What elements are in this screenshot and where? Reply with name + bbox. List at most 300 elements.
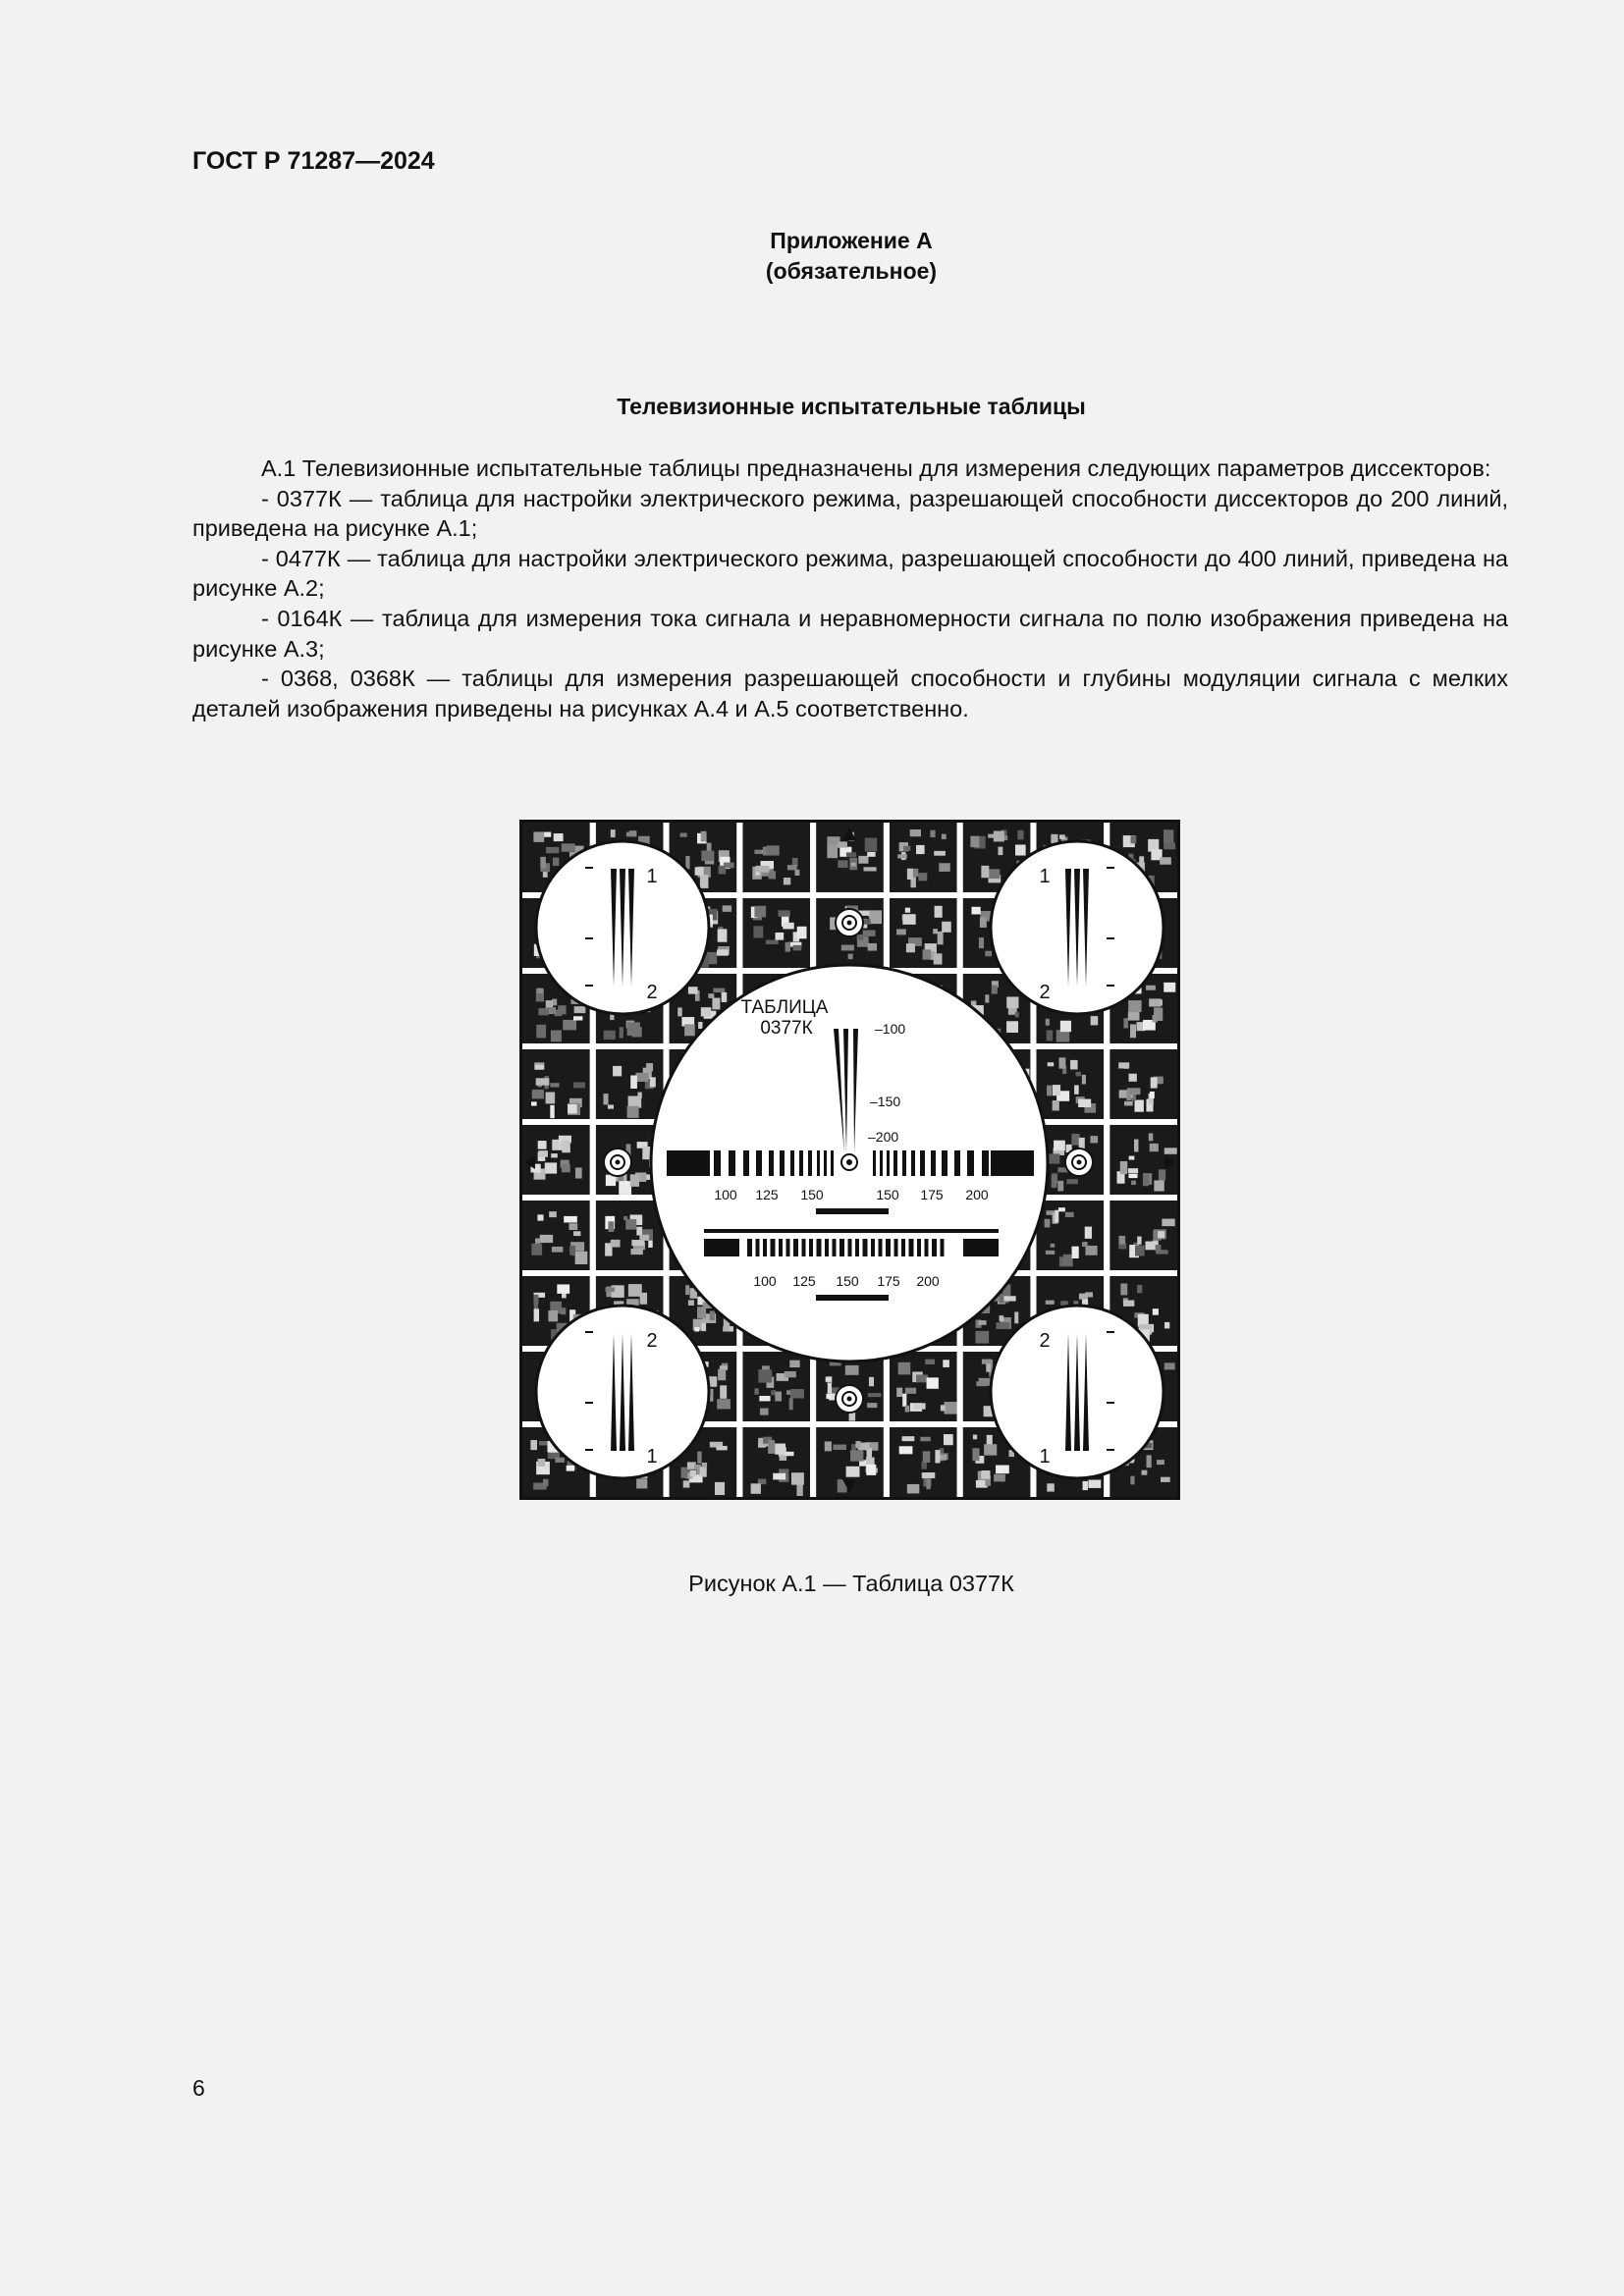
texture-speck <box>1123 1301 1134 1307</box>
texture-speck <box>688 1300 694 1306</box>
texture-speck <box>562 843 575 851</box>
texture-speck <box>1055 1210 1058 1223</box>
texture-speck <box>793 945 802 951</box>
texture-speck <box>833 1445 846 1450</box>
texture-speck <box>543 1479 548 1486</box>
texture-speck <box>1120 1161 1127 1174</box>
texture-speck <box>1135 1246 1145 1256</box>
texture-speck <box>712 998 720 1010</box>
texture-speck <box>695 867 704 875</box>
texture-speck <box>1057 1181 1063 1192</box>
texture-speck <box>1124 1101 1133 1106</box>
texture-speck <box>1014 1311 1018 1323</box>
texture-speck <box>848 954 853 960</box>
upper-reference-bar <box>816 1208 889 1214</box>
texture-speck <box>1006 996 1018 1008</box>
reference-line <box>704 1229 999 1233</box>
grid-tile <box>742 823 810 892</box>
texture-speck <box>938 932 944 944</box>
texture-speck <box>1164 983 1175 992</box>
texture-speck <box>562 1164 570 1173</box>
texture-speck <box>789 1361 799 1367</box>
resolution-line <box>839 1239 844 1256</box>
texture-speck <box>869 1377 874 1386</box>
paragraph: А.1 Телевизионные испытательные таблицы предназначены для измерения следующих параметров диссекторов: <box>261 455 1491 481</box>
texture-speck <box>625 1219 636 1230</box>
texture-speck <box>715 1482 725 1495</box>
texture-speck <box>905 1406 910 1413</box>
corner-label-bottom: 2 <box>646 982 658 1003</box>
texture-speck <box>683 1480 690 1487</box>
texture-speck <box>646 1174 651 1180</box>
texture-speck <box>773 1473 785 1480</box>
resolution-line <box>786 1239 790 1256</box>
texture-speck <box>551 1153 558 1157</box>
texture-speck <box>775 1444 785 1455</box>
texture-speck <box>718 929 728 941</box>
texture-speck <box>898 1362 911 1375</box>
texture-speck <box>701 850 714 861</box>
texture-speck <box>994 1474 1005 1482</box>
texture-speck <box>979 937 984 948</box>
corner-tick <box>585 1331 593 1333</box>
texture-speck <box>561 1308 567 1314</box>
texture-speck <box>702 1463 707 1468</box>
corner-label-top: 2 <box>1039 1330 1051 1352</box>
texture-speck <box>1015 1012 1019 1017</box>
texture-speck <box>569 1246 575 1255</box>
texture-speck <box>796 1484 802 1496</box>
grid-tile <box>596 1201 664 1270</box>
texture-speck <box>992 986 998 994</box>
texture-speck <box>1129 1074 1137 1082</box>
resolution-line <box>848 1239 852 1256</box>
center-target-dot <box>846 1159 852 1165</box>
resolution-line <box>808 1150 812 1176</box>
texture-speck <box>1059 1057 1066 1068</box>
corner-label-bottom: 1 <box>646 1446 658 1468</box>
texture-speck <box>701 1007 712 1016</box>
texture-speck <box>1045 1219 1051 1228</box>
texture-speck <box>604 1031 616 1040</box>
resolution-line <box>967 1150 974 1176</box>
texture-speck <box>538 1008 548 1015</box>
texture-speck <box>694 1327 699 1331</box>
texture-speck <box>913 1403 925 1409</box>
texture-speck <box>630 1174 639 1187</box>
solid-bar <box>667 1150 710 1176</box>
texture-speck <box>973 1435 977 1440</box>
texture-speck <box>976 1381 986 1386</box>
texture-speck <box>826 1394 831 1399</box>
texture-speck <box>567 1466 574 1471</box>
texture-speck <box>1085 1227 1092 1239</box>
texture-speck <box>1052 1175 1057 1188</box>
texture-speck <box>626 832 635 837</box>
texture-speck <box>857 934 864 940</box>
texture-speck <box>930 830 935 837</box>
texture-speck <box>568 1104 577 1113</box>
test-chart-image <box>519 820 1180 1500</box>
corner-tick <box>1107 985 1114 987</box>
texture-speck <box>785 1371 796 1377</box>
texture-speck <box>1150 1144 1159 1151</box>
texture-speck <box>988 834 994 838</box>
texture-speck <box>1017 830 1023 840</box>
texture-speck <box>1130 1476 1134 1485</box>
wedge-mark-100: –100 <box>875 1021 906 1037</box>
texture-speck <box>1137 1237 1141 1245</box>
texture-speck <box>1082 1242 1088 1247</box>
corner-tick <box>585 985 593 987</box>
texture-speck <box>996 1466 1009 1474</box>
texture-speck <box>841 944 854 950</box>
lower-scale-label: 150 <box>836 1273 859 1289</box>
texture-speck <box>554 833 564 841</box>
texture-speck <box>573 1082 585 1088</box>
texture-speck <box>611 1240 621 1248</box>
texture-speck <box>863 931 876 936</box>
texture-speck <box>838 860 847 868</box>
texture-speck <box>787 865 797 870</box>
texture-speck <box>1127 1088 1141 1095</box>
texture-speck <box>605 1287 615 1292</box>
texture-speck <box>1123 1018 1128 1028</box>
texture-speck <box>1120 1284 1127 1296</box>
resolution-line <box>902 1150 906 1176</box>
corner-tick <box>585 937 593 939</box>
texture-speck <box>838 841 847 847</box>
texture-speck <box>775 1392 782 1402</box>
lower-scale-label: 175 <box>877 1273 900 1289</box>
texture-speck <box>907 869 913 880</box>
texture-speck <box>546 847 559 853</box>
texture-speck <box>918 873 927 881</box>
lower-scale-label: 125 <box>792 1273 816 1289</box>
resolution-line <box>871 1239 875 1256</box>
texture-speck <box>1047 1086 1052 1096</box>
texture-speck <box>716 1446 727 1450</box>
solid-bar <box>963 1239 999 1256</box>
document-code: ГОСТ Р 71287—2024 <box>192 147 435 175</box>
texture-speck <box>540 1235 553 1243</box>
texture-speck <box>1131 835 1137 843</box>
texture-speck <box>754 1388 758 1394</box>
texture-speck <box>685 1285 689 1295</box>
resolution-line <box>779 1239 783 1256</box>
texture-speck <box>920 1437 930 1442</box>
section-title: Телевизионные испытательные таблицы <box>617 394 1086 419</box>
texture-speck <box>552 1247 563 1253</box>
texture-speck <box>934 851 946 856</box>
texture-speck <box>611 829 616 837</box>
texture-speck <box>978 1320 986 1325</box>
texture-speck <box>942 834 947 839</box>
texture-speck <box>681 1468 688 1478</box>
resolution-line <box>925 1239 929 1256</box>
texture-speck <box>684 1024 695 1036</box>
texture-speck <box>713 988 725 992</box>
texture-speck <box>646 1063 653 1071</box>
texture-speck <box>557 1284 569 1293</box>
resolution-line <box>954 1150 960 1176</box>
texture-speck <box>789 1398 793 1410</box>
texture-speck <box>1054 1141 1065 1150</box>
texture-speck <box>945 1402 957 1415</box>
texture-speck <box>1003 1296 1015 1301</box>
texture-speck <box>531 1101 537 1105</box>
texture-speck <box>1118 1062 1129 1068</box>
texture-speck <box>1058 1207 1065 1211</box>
texture-speck <box>1128 1000 1141 1012</box>
texture-speck <box>697 1307 706 1318</box>
texture-speck <box>532 1090 544 1099</box>
resolution-line <box>825 1239 829 1256</box>
texture-speck <box>1153 1308 1159 1315</box>
texture-speck <box>608 1221 614 1232</box>
texture-speck <box>627 1022 640 1036</box>
texture-speck <box>970 836 979 848</box>
texture-speck <box>846 1467 860 1477</box>
texture-speck <box>906 943 915 952</box>
texture-speck <box>1160 857 1171 865</box>
texture-speck <box>1091 1016 1099 1025</box>
texture-speck <box>1134 1100 1143 1112</box>
texture-speck <box>868 1393 882 1397</box>
texture-speck <box>753 926 763 937</box>
texture-speck <box>1053 1100 1059 1110</box>
texture-speck <box>784 878 790 884</box>
corner-label-top: 1 <box>646 866 658 887</box>
texture-speck <box>863 867 876 871</box>
texture-speck <box>688 987 698 993</box>
texture-speck <box>575 1252 588 1264</box>
resolution-line <box>894 1239 898 1256</box>
texture-speck <box>980 918 987 928</box>
texture-speck <box>845 1365 859 1375</box>
resolution-line <box>909 1239 914 1256</box>
texture-speck <box>1156 1245 1162 1252</box>
texture-speck <box>533 831 544 841</box>
texture-speck <box>771 1390 776 1395</box>
texture-speck <box>700 1467 707 1477</box>
texture-speck <box>558 1005 566 1014</box>
corner-tick <box>1107 937 1114 939</box>
texture-speck <box>759 1396 770 1401</box>
resolution-line <box>942 1150 947 1176</box>
texture-speck <box>530 1440 537 1450</box>
texture-speck <box>1053 1085 1060 1095</box>
texture-speck <box>563 1020 576 1030</box>
texture-speck <box>972 907 981 915</box>
texture-speck <box>1139 856 1144 867</box>
texture-speck <box>790 1389 804 1398</box>
texture-speck <box>985 951 992 957</box>
texture-speck <box>620 1027 623 1038</box>
texture-speck <box>1065 1212 1074 1217</box>
resolution-line <box>873 1150 876 1176</box>
corner-tick <box>1107 1449 1114 1451</box>
resolution-line <box>747 1239 752 1256</box>
texture-speck <box>926 1479 930 1489</box>
texture-speck <box>785 1452 794 1456</box>
upper-scale-label: 100 <box>714 1187 737 1202</box>
wedge-mark-150: –150 <box>870 1094 901 1109</box>
texture-speck <box>994 830 1004 841</box>
texture-speck <box>537 988 543 993</box>
texture-speck <box>1158 1231 1164 1238</box>
chart-title-line1: ТАБЛИЦА <box>740 997 829 1018</box>
resolution-line <box>880 1150 883 1176</box>
texture-speck <box>902 1394 906 1407</box>
texture-speck <box>1072 1247 1079 1258</box>
texture-speck <box>549 1211 557 1217</box>
texture-speck <box>534 1308 539 1321</box>
corner-tick <box>585 867 593 869</box>
resolution-line <box>743 1150 749 1176</box>
texture-speck <box>754 906 766 918</box>
texture-speck <box>650 1077 656 1087</box>
texture-speck <box>779 910 790 916</box>
texture-speck <box>555 1458 565 1463</box>
texture-speck <box>573 1016 582 1020</box>
texture-speck <box>922 1472 936 1478</box>
texture-speck <box>630 1249 642 1255</box>
page-number: 6 <box>192 2075 205 2101</box>
texture-speck <box>1085 1246 1097 1255</box>
upper-scale-label: 125 <box>755 1187 779 1202</box>
texture-speck <box>1047 1483 1055 1491</box>
texture-speck <box>998 847 1002 855</box>
texture-speck <box>1046 1301 1055 1305</box>
texture-speck <box>865 838 877 852</box>
texture-speck <box>754 850 762 854</box>
texture-speck <box>897 854 906 858</box>
texture-speck <box>899 1446 913 1454</box>
texture-speck <box>550 1105 554 1118</box>
texture-speck <box>1066 1179 1078 1184</box>
texture-speck <box>760 1409 769 1415</box>
upper-scale-label: 150 <box>876 1187 899 1202</box>
texture-speck <box>562 1141 570 1152</box>
texture-speck <box>1118 1236 1125 1245</box>
texture-speck <box>1164 829 1173 843</box>
texture-speck <box>981 866 989 878</box>
texture-speck <box>628 1096 642 1108</box>
texture-speck <box>1164 1148 1177 1153</box>
resolution-line <box>831 1150 834 1176</box>
texture-speck <box>925 1360 935 1364</box>
texture-speck <box>1015 844 1026 855</box>
texture-speck <box>942 922 951 933</box>
texture-speck <box>603 1094 608 1104</box>
test-chart-figure <box>519 820 1180 1500</box>
texture-speck <box>1049 1153 1059 1163</box>
lower-reference-bar <box>816 1295 889 1301</box>
texture-speck <box>636 1227 642 1236</box>
upper-scale-label: 150 <box>800 1187 824 1202</box>
texture-speck <box>1088 1480 1101 1488</box>
texture-speck <box>631 1240 644 1246</box>
texture-speck <box>640 1293 648 1305</box>
texture-speck <box>896 929 906 934</box>
resolution-line <box>887 1150 890 1176</box>
resolution-line <box>714 1150 721 1176</box>
texture-speck <box>986 1363 991 1371</box>
grid-tile <box>742 1352 810 1421</box>
resolution-line <box>855 1239 859 1256</box>
texture-speck <box>910 829 921 836</box>
texture-speck <box>697 1452 701 1464</box>
texture-speck <box>916 845 925 854</box>
texture-speck <box>538 1141 547 1149</box>
resolution-line <box>802 1239 806 1256</box>
list-item: - 0377К — таблица для настройки электрического режима, разрешающей способности диссекторов до 200 линий, приведена на рисунке А.1; <box>192 485 1508 542</box>
texture-speck <box>635 1073 648 1082</box>
texture-speck <box>1006 1021 1018 1033</box>
texture-speck <box>531 1244 542 1255</box>
texture-speck <box>718 1369 726 1380</box>
texture-speck <box>846 852 856 857</box>
texture-speck <box>1079 1294 1088 1300</box>
texture-speck <box>1157 1460 1164 1465</box>
corner-tick <box>1107 1402 1114 1404</box>
texture-speck <box>935 1450 940 1463</box>
texture-speck <box>1134 1140 1138 1152</box>
texture-speck <box>934 953 943 964</box>
texture-speck <box>1070 1060 1078 1070</box>
texture-speck <box>776 933 785 940</box>
texture-speck <box>1164 1322 1169 1328</box>
texture-speck <box>535 1065 544 1070</box>
edge-target-dot <box>1077 1160 1082 1165</box>
texture-speck <box>791 1472 804 1484</box>
texture-speck <box>976 1331 990 1344</box>
corner-tick <box>1107 867 1114 869</box>
resolution-line <box>982 1150 989 1176</box>
solid-bar <box>991 1150 1034 1176</box>
texture-speck <box>540 857 546 869</box>
texture-speck <box>1071 1134 1079 1146</box>
texture-speck <box>1128 1012 1140 1021</box>
texture-speck <box>767 845 780 855</box>
texture-speck <box>984 1444 997 1455</box>
texture-speck <box>564 1216 577 1223</box>
texture-speck <box>797 927 807 938</box>
resolution-line <box>863 1239 868 1256</box>
list-item: - 0477К — таблица для настройки электрического режима, разрешающей способности до 400 линий, приведена на рисунке А.2; <box>192 545 1508 602</box>
texture-speck <box>700 875 709 888</box>
texture-speck <box>935 906 943 918</box>
texture-speck <box>573 1231 580 1236</box>
texture-speck <box>985 994 989 1002</box>
corner-label-top: 2 <box>646 1330 658 1352</box>
resolution-line <box>920 1150 925 1176</box>
edge-target-dot <box>616 1160 621 1165</box>
resolution-line <box>809 1239 813 1256</box>
texture-speck <box>1159 1169 1165 1180</box>
solid-bar <box>704 1239 739 1256</box>
texture-speck <box>851 863 856 867</box>
texture-speck <box>902 1436 915 1441</box>
texture-speck <box>539 1441 547 1445</box>
texture-speck <box>826 1377 832 1382</box>
texture-speck <box>766 940 779 944</box>
texture-speck <box>538 1459 546 1467</box>
texture-speck <box>916 1374 928 1382</box>
corner-label-bottom: 2 <box>1039 982 1051 1003</box>
texture-speck <box>780 1456 786 1461</box>
